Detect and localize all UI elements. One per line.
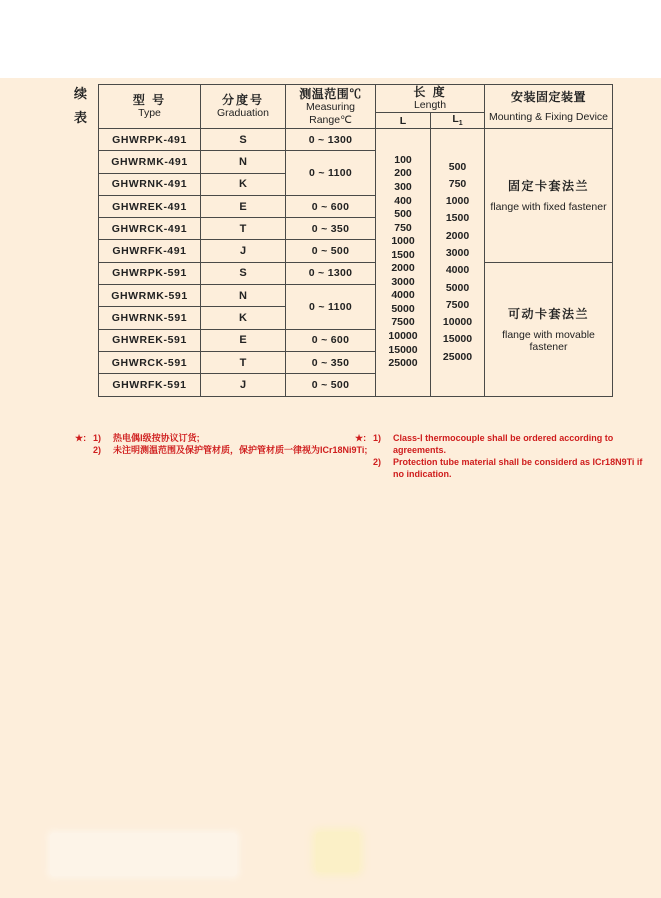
type-cell: GHWRCK-491: [99, 218, 201, 240]
mounting-cell-fixed: 固定卡套法兰 flange with fixed fastener: [485, 129, 613, 263]
type-cell: GHWRNK-491: [99, 173, 201, 195]
mounting-header-zh: 安装固定装置: [510, 89, 586, 104]
graduation-cell: J: [201, 240, 286, 262]
star-icon: ★:: [355, 433, 367, 443]
graduation-cell: N: [201, 285, 286, 307]
length-l-values: 100 200 300 400 500 750 1000 1500 2000 3000 4000 5000 7500 10000 15000 25000: [376, 129, 431, 397]
scan-artifact-yellow: [316, 832, 359, 872]
type-cell: GHWRPK-591: [99, 262, 201, 284]
footnote-zh: [75, 432, 367, 456]
type-cell: GHWRFK-591: [99, 374, 201, 396]
type-header-en: Type: [138, 107, 161, 119]
type-cell: GHWRPK-491: [99, 129, 201, 151]
type-cell: GHWRFK-491: [99, 240, 201, 262]
graduation-cell: E: [201, 329, 286, 351]
col-header-graduation: [201, 85, 286, 129]
graduation-cell: T: [201, 218, 286, 240]
spec-table: [98, 84, 613, 397]
footnote-en: [355, 432, 645, 480]
range-cell: 0 ~ 500: [286, 374, 376, 396]
col-header-l1: $L_1$: [431, 113, 485, 129]
mounting-header-en: Mounting & Fixing Device: [488, 110, 609, 123]
col-header-type: [99, 85, 201, 129]
mounting-cell-movable: 可动卡套法兰 flange with movable fastener: [485, 262, 613, 396]
range-cell: 0 ~ 1100: [286, 151, 376, 196]
graduation-cell: J: [201, 374, 286, 396]
col-header-measuring: [286, 85, 376, 129]
continued-table-label: [74, 83, 87, 126]
scan-artifact-light: [50, 833, 237, 876]
graduation-cell: S: [201, 262, 286, 284]
graduation-cell: K: [201, 307, 286, 329]
type-cell: GHWREK-591: [99, 329, 201, 351]
length-header-en: Length: [413, 99, 447, 111]
type-cell: GHWREK-491: [99, 195, 201, 217]
graduation-header-en: Graduation: [217, 107, 269, 119]
continued-char-1: 续: [74, 86, 88, 101]
length-l1-values: 500 750 1000 1500 2000 3000 4000 5000 7500 10000 15000 25000: [431, 129, 485, 397]
footnote-en-item-2: 2) Protection tube material shall be considerd as ICr18N9Ti if no indication.: [373, 457, 643, 479]
type-cell: GHWRMK-491: [99, 151, 201, 173]
continued-char-2: 表: [74, 110, 88, 125]
range-cell: 0 ~ 600: [286, 195, 376, 217]
range-cell: 0 ~ 1300: [286, 129, 376, 151]
col-header-l: L: [376, 113, 431, 129]
graduation-cell: E: [201, 195, 286, 217]
table-row: [99, 262, 613, 284]
col-header-length: [376, 85, 485, 113]
footnote-zh-item-1: 1) 热电偶Ⅰ级按协议订货;: [93, 433, 200, 443]
range-cell: 0 ~ 1300: [286, 262, 376, 284]
type-cell: GHWRMK-591: [99, 285, 201, 307]
graduation-cell: N: [201, 151, 286, 173]
graduation-cell: K: [201, 173, 286, 195]
footnote-en-item-1: 1) Class-Ⅰ thermocouple shall be ordered according to agreements.: [373, 433, 614, 455]
graduation-cell: T: [201, 351, 286, 373]
range-cell: 0 ~ 500: [286, 240, 376, 262]
col-header-mounting: [485, 85, 613, 129]
graduation-header-zh: 分度号: [221, 93, 264, 107]
range-cell: 0 ~ 600: [286, 329, 376, 351]
footnote-zh-item-2: 2) 未注明测温范围及保护管材质，保护管材质一律视为ICr18Ni9Ti;: [93, 445, 368, 455]
length-header-zh: 长 度: [413, 85, 447, 99]
header-row-1: [99, 85, 613, 113]
type-cell: GHWRNK-591: [99, 307, 201, 329]
measuring-header-en1: Measuring: [305, 100, 356, 113]
graduation-cell: S: [201, 129, 286, 151]
table-row: [99, 129, 613, 151]
range-cell: 0 ~ 350: [286, 218, 376, 240]
type-cell: GHWRCK-591: [99, 351, 201, 373]
range-cell: 0 ~ 350: [286, 351, 376, 373]
measuring-header-en2: Range℃: [309, 113, 352, 126]
range-cell: 0 ~ 1100: [286, 285, 376, 330]
measuring-header-zh: 测温范围℃: [299, 86, 362, 101]
star-icon: ★:: [75, 433, 87, 443]
type-header-zh: 型 号: [132, 93, 167, 107]
